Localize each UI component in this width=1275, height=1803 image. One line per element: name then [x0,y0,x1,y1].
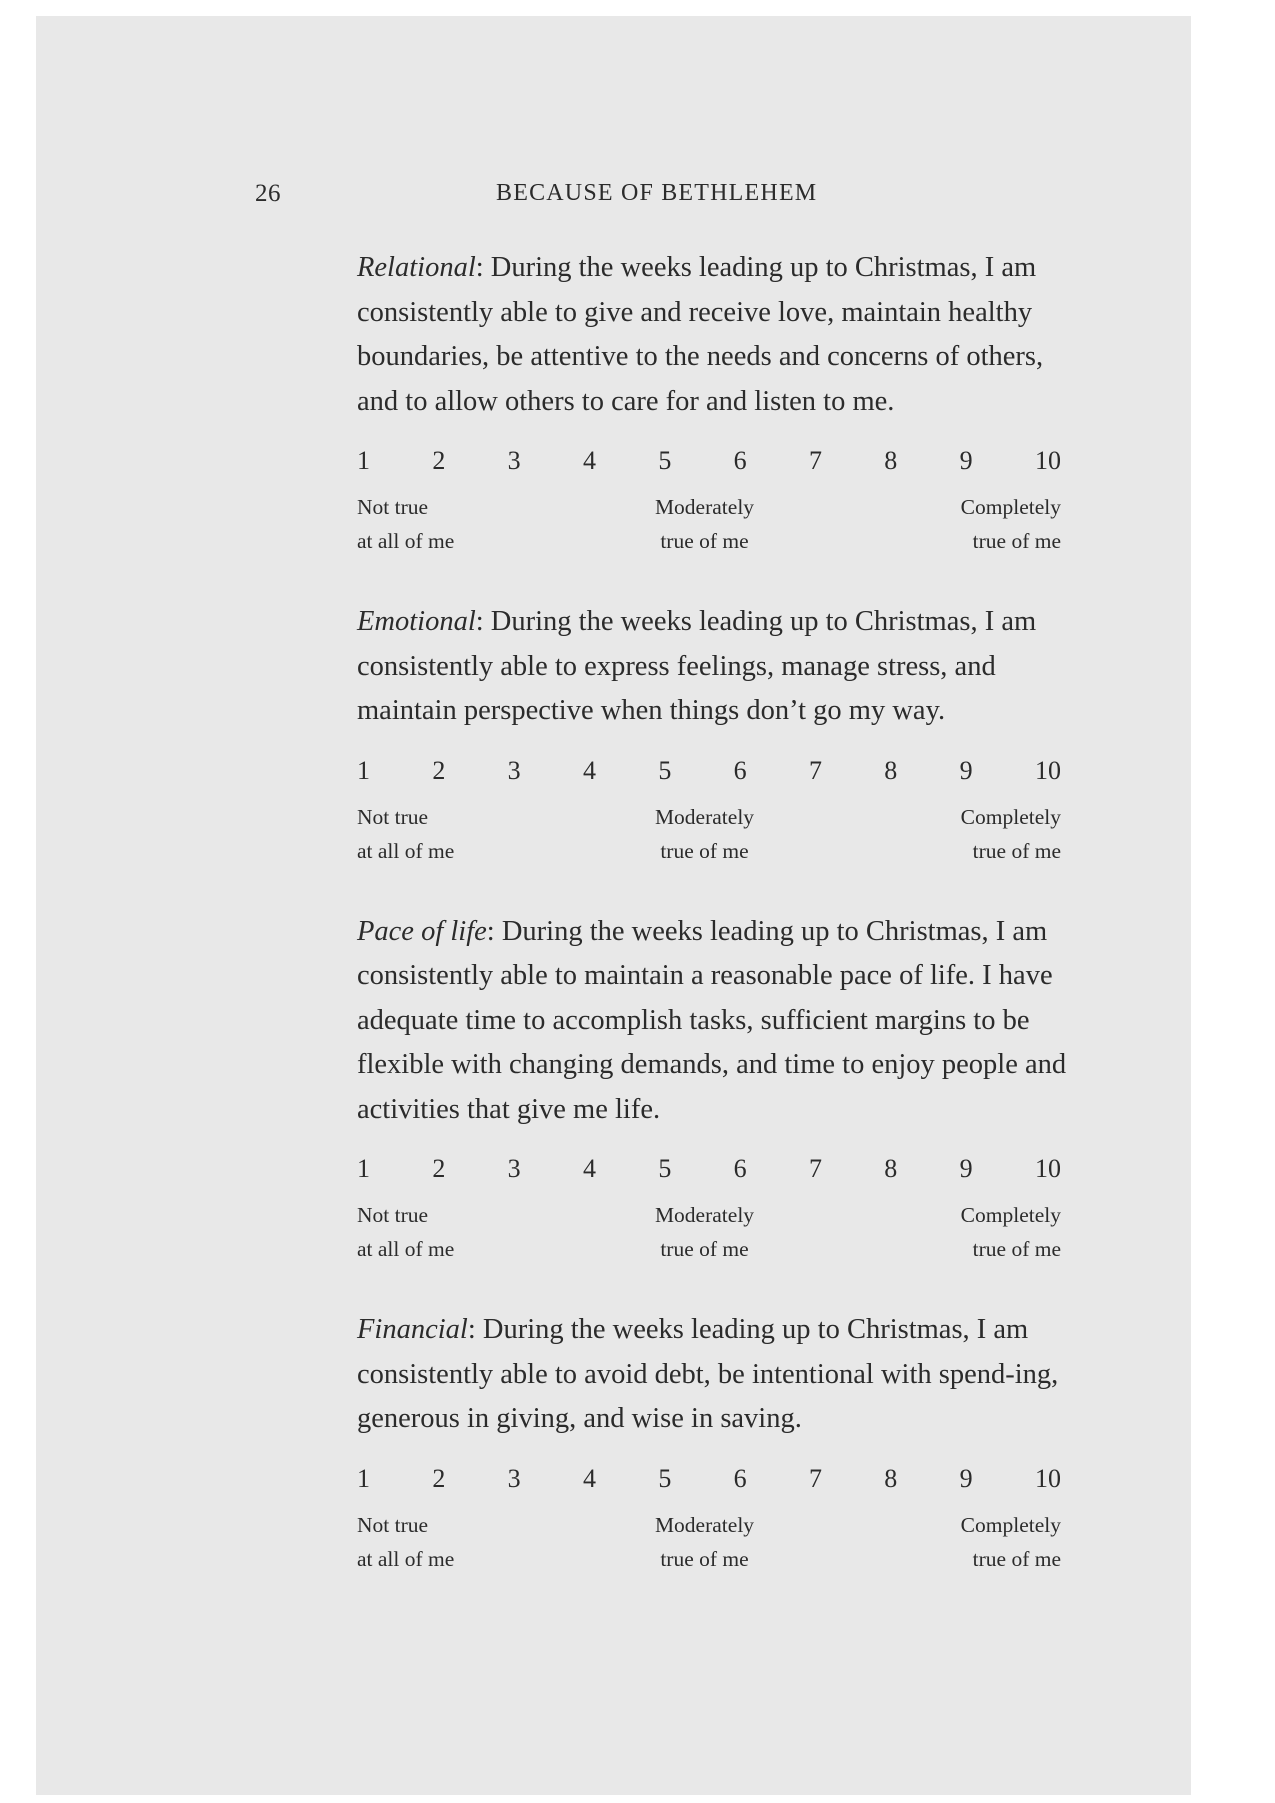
item-term: Financial [357,1314,468,1345]
anchor-mid-line2: true of me [660,1546,749,1571]
scale-number[interactable]: 2 [432,1154,446,1183]
anchor-mid [647,1508,762,1576]
scale-number[interactable]: 5 [658,446,672,475]
scale-number[interactable]: 9 [959,1463,973,1493]
item-term: Emotional [357,606,476,637]
page-body [357,246,1077,1578]
scale-number[interactable]: 3 [507,1154,521,1183]
anchor-mid-line2: true of me [660,529,749,553]
scale-number[interactable]: 6 [733,446,747,475]
anchor-mid-line1: Moderately [654,804,755,829]
scale-number[interactable]: 8 [884,1463,898,1493]
scale-number[interactable]: 1 [357,1154,370,1183]
item-paragraph [357,600,1077,734]
scale-number[interactable]: 7 [808,446,822,475]
anchor-mid-line2: true of me [660,1237,749,1261]
scale-number[interactable]: 10 [1034,1463,1061,1493]
rating-scale [357,1464,1061,1498]
anchor-high [961,800,1061,868]
section-spacer [357,870,1077,910]
anchor-low-line2: at all of me [357,1546,455,1571]
item-term: Relational [357,252,476,283]
anchor-low-line2: at all of me [357,838,455,863]
scale-number[interactable]: 2 [432,755,446,785]
scale-number[interactable]: 8 [884,1154,898,1183]
anchor-mid [647,490,762,558]
scale-number[interactable]: 10 [1034,755,1061,785]
rating-item-emotional [357,600,1077,870]
anchor-low-line1: Not true [357,1203,429,1227]
rating-item-financial [357,1308,1077,1578]
item-paragraph [357,910,1077,1133]
rating-scale [357,446,1061,480]
scale-number[interactable]: 8 [884,446,898,475]
item-text: : During the weeks leading up to Christmas, I am consistently able to avoid debt, be intentional with spend-ing, generous in giving, and wise in saving. [357,1314,1059,1434]
anchor-high-line1: Completely [960,1512,1061,1537]
rating-scale [357,1154,1061,1188]
rating-item-pace-of-life [357,910,1077,1269]
scale-number[interactable]: 3 [507,1463,521,1493]
running-head: BECAUSE OF BETHLEHEM [496,180,818,206]
item-paragraph [357,1308,1077,1442]
scale-number[interactable]: 6 [733,1463,747,1493]
scale-number[interactable]: 6 [733,755,747,785]
scale-number[interactable]: 2 [432,446,446,475]
scale-number[interactable]: 7 [808,755,822,785]
scale-number[interactable]: 4 [582,1154,596,1183]
anchor-high [961,1508,1061,1576]
scale-number[interactable]: 1 [357,446,370,475]
anchor-mid-line1: Moderately [654,495,755,519]
scale-anchors [357,1198,1061,1268]
scale-number[interactable]: 3 [507,755,521,785]
item-text: : During the weeks leading up to Christmas, I am consistently able to maintain a reasonable pace of life. I have adequate time to accomplish tasks, sufficient margins to be flexible with changing demands, and time to enjoy people and activities that give me life. [357,915,1067,1125]
scale-number[interactable]: 10 [1034,1154,1061,1183]
anchor-mid [647,800,762,868]
item-term: Pace of life [357,915,487,947]
page-number: 26 [255,180,281,207]
anchor-mid-line1: Moderately [654,1203,755,1227]
anchor-high-line2: true of me [972,1546,1061,1571]
anchor-low [357,1508,454,1576]
section-spacer [357,560,1077,600]
anchor-high-line2: true of me [972,529,1061,553]
item-text: : During the weeks leading up to Christmas, I am consistently able to express feelings, manage stress, and maintain perspective when things don’t go my way. [357,606,1037,726]
anchor-low [357,490,454,558]
scale-number[interactable]: 9 [959,446,973,475]
scale-number[interactable]: 8 [884,755,898,785]
anchor-low-line2: at all of me [357,1237,455,1261]
scale-number[interactable]: 5 [658,1154,672,1183]
anchor-mid-line1: Moderately [654,1512,755,1537]
rating-item-relational [357,246,1077,560]
anchor-high-line2: true of me [972,1237,1061,1261]
anchor-high-line2: true of me [972,838,1061,863]
anchor-low [357,1198,454,1266]
scale-number[interactable]: 9 [959,755,973,785]
scale-number[interactable]: 5 [658,755,672,785]
rating-scale [357,756,1061,790]
anchor-low [357,800,454,868]
book-page [36,16,1191,1795]
anchor-high-line1: Completely [960,1203,1061,1227]
scale-number[interactable]: 1 [357,1463,370,1493]
anchor-mid [647,1198,762,1266]
anchor-high [961,1198,1061,1266]
item-text: : During the weeks leading up to Christmas, I am consistently able to give and receive love, maintain healthy boundaries, be attentive to the needs and concerns of others, and to allow others to care for and listen to me. [357,252,1044,417]
anchor-mid-line2: true of me [660,838,749,863]
scale-number[interactable]: 6 [733,1154,747,1183]
anchor-low-line1: Not true [357,495,429,519]
scale-number[interactable]: 9 [959,1154,973,1183]
scale-anchors [357,800,1061,870]
scale-number[interactable]: 2 [432,1463,446,1493]
scale-number[interactable]: 7 [808,1463,822,1493]
anchor-high-line1: Completely [960,495,1061,519]
scale-number[interactable]: 3 [507,446,521,475]
scale-number[interactable]: 4 [582,755,596,785]
scale-number[interactable]: 10 [1034,446,1061,475]
scale-number[interactable]: 5 [658,1463,672,1493]
scale-number[interactable]: 4 [582,446,596,475]
scale-number[interactable]: 7 [808,1154,822,1183]
anchor-high [961,490,1061,558]
item-paragraph [357,246,1077,424]
section-spacer [357,1268,1077,1308]
scale-number[interactable]: 4 [582,1463,596,1493]
scale-number[interactable]: 1 [357,755,370,785]
scale-anchors [357,1508,1061,1578]
anchor-low-line1: Not true [357,1512,429,1537]
scale-anchors [357,490,1061,560]
anchor-low-line1: Not true [357,804,429,829]
anchor-low-line2: at all of me [357,529,455,553]
anchor-high-line1: Completely [960,804,1061,829]
